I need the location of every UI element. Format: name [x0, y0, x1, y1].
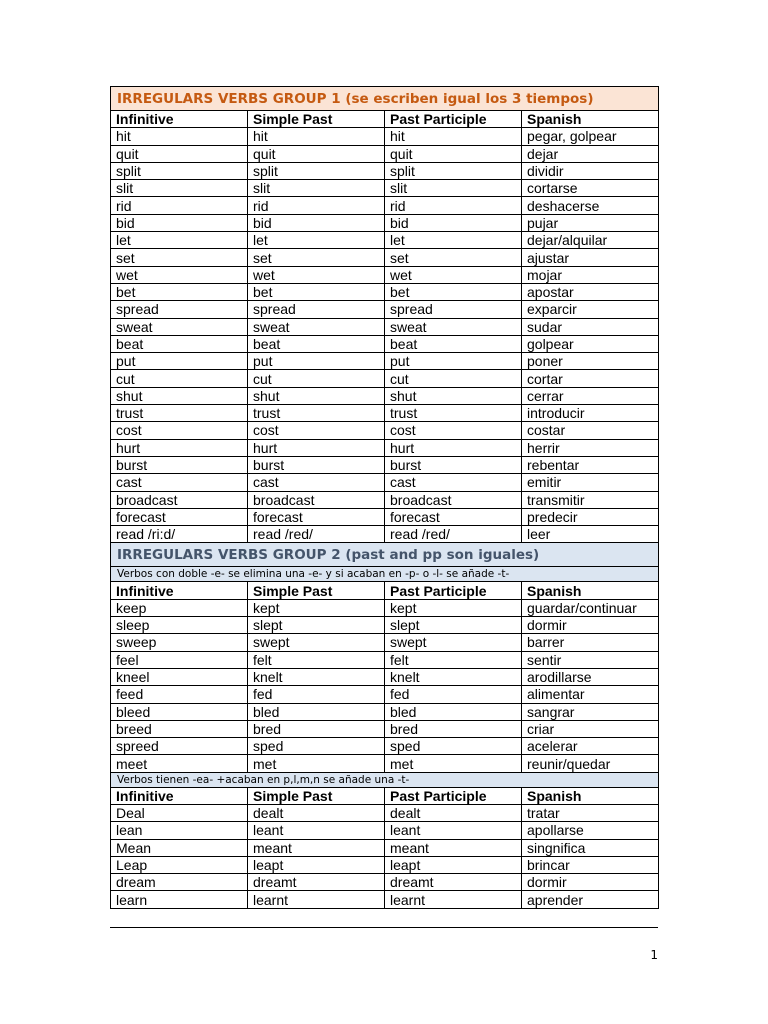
simple-past-cell: split: [248, 162, 385, 179]
infinitive-cell: learn: [111, 891, 248, 908]
past-participle-cell: let: [385, 232, 522, 249]
table-row: [111, 283, 659, 300]
infinitive-cell: bid: [111, 214, 248, 231]
simple-past-cell: learnt: [248, 891, 385, 908]
spanish-cell: apollarse: [522, 822, 659, 839]
spanish-cell: predecir: [522, 508, 659, 525]
infinitive-cell: sweep: [111, 634, 248, 651]
spanish-cell: pegar, golpear: [522, 128, 659, 145]
spanish-cell: leer: [522, 526, 659, 543]
spanish-cell: cerrar: [522, 387, 659, 404]
spanish-cell: alimentar: [522, 686, 659, 703]
table-row: [111, 318, 659, 335]
table-row: [111, 526, 659, 543]
simple-past-cell: beat: [248, 335, 385, 352]
simple-past-cell: dreamt: [248, 874, 385, 891]
infinitive-cell: Mean: [111, 839, 248, 856]
infinitive-cell: kneel: [111, 668, 248, 685]
infinitive-cell: feed: [111, 686, 248, 703]
past-participle-cell: hurt: [385, 439, 522, 456]
table-row: [111, 839, 659, 856]
table-row: [111, 891, 659, 908]
table-header-row: [111, 787, 659, 804]
past-participle-cell: hit: [385, 128, 522, 145]
table-row: [111, 197, 659, 214]
table-row: [111, 145, 659, 162]
spanish-cell: cortar: [522, 370, 659, 387]
table-row: [111, 634, 659, 651]
spanish-cell: dejar/alquilar: [522, 232, 659, 249]
spanish-cell: sudar: [522, 318, 659, 335]
infinitive-cell: hurt: [111, 439, 248, 456]
table-row: [111, 804, 659, 821]
spanish-cell: tratar: [522, 804, 659, 821]
table-row: [111, 439, 659, 456]
spanish-cell: guardar/continuar: [522, 599, 659, 616]
table-row: [111, 738, 659, 755]
column-header-past-participle: Past Participle: [385, 787, 522, 804]
infinitive-cell: shut: [111, 387, 248, 404]
past-participle-cell: bled: [385, 703, 522, 720]
past-participle-cell: trust: [385, 405, 522, 422]
simple-past-cell: hurt: [248, 439, 385, 456]
spanish-cell: brincar: [522, 856, 659, 873]
past-participle-cell: meant: [385, 839, 522, 856]
infinitive-cell: breed: [111, 720, 248, 737]
past-participle-cell: kept: [385, 599, 522, 616]
simple-past-cell: slit: [248, 180, 385, 197]
simple-past-cell: forecast: [248, 508, 385, 525]
past-participle-cell: bred: [385, 720, 522, 737]
simple-past-cell: spread: [248, 301, 385, 318]
past-participle-cell: split: [385, 162, 522, 179]
simple-past-cell: burst: [248, 456, 385, 473]
simple-past-cell: shut: [248, 387, 385, 404]
past-participle-cell: rid: [385, 197, 522, 214]
infinitive-cell: slit: [111, 180, 248, 197]
past-participle-cell: cast: [385, 474, 522, 491]
spanish-cell: dormir: [522, 874, 659, 891]
spanish-cell: apostar: [522, 283, 659, 300]
simple-past-cell: fed: [248, 686, 385, 703]
infinitive-cell: quit: [111, 145, 248, 162]
column-header-simple-past: Simple Past: [248, 787, 385, 804]
past-participle-cell: quit: [385, 145, 522, 162]
table-row: [111, 422, 659, 439]
simple-past-cell: slept: [248, 617, 385, 634]
past-participle-cell: dreamt: [385, 874, 522, 891]
spanish-cell: golpear: [522, 335, 659, 352]
past-participle-cell: wet: [385, 266, 522, 283]
table-row: [111, 232, 659, 249]
past-participle-cell: spread: [385, 301, 522, 318]
column-header-spanish: Spanish: [522, 582, 659, 599]
past-participle-cell: sped: [385, 738, 522, 755]
simple-past-cell: bled: [248, 703, 385, 720]
infinitive-cell: Leap: [111, 856, 248, 873]
spanish-cell: arodillarse: [522, 668, 659, 685]
footer-divider: [110, 927, 658, 928]
infinitive-cell: set: [111, 249, 248, 266]
table-header-row: [111, 111, 659, 128]
past-participle-cell: cost: [385, 422, 522, 439]
past-participle-cell: slept: [385, 617, 522, 634]
infinitive-cell: sleep: [111, 617, 248, 634]
table-row: [111, 617, 659, 634]
table-row: [111, 128, 659, 145]
past-participle-cell: put: [385, 353, 522, 370]
simple-past-cell: bet: [248, 283, 385, 300]
table-row: [111, 703, 659, 720]
spanish-cell: poner: [522, 353, 659, 370]
table-row: [111, 214, 659, 231]
simple-past-cell: read /red/: [248, 526, 385, 543]
infinitive-cell: beat: [111, 335, 248, 352]
infinitive-cell: spreed: [111, 738, 248, 755]
spanish-cell: dividir: [522, 162, 659, 179]
past-participle-cell: met: [385, 755, 522, 772]
table-row: [111, 405, 659, 422]
infinitive-cell: let: [111, 232, 248, 249]
table-header-row: [111, 582, 659, 599]
simple-past-cell: bid: [248, 214, 385, 231]
simple-past-cell: wet: [248, 266, 385, 283]
group-2-note-row: [111, 567, 659, 582]
spanish-cell: ajustar: [522, 249, 659, 266]
past-participle-cell: bet: [385, 283, 522, 300]
table-row: [111, 249, 659, 266]
infinitive-cell: cost: [111, 422, 248, 439]
table-row: [111, 266, 659, 283]
table-row: [111, 822, 659, 839]
page-number: 1: [650, 948, 658, 962]
infinitive-cell: broadcast: [111, 491, 248, 508]
infinitive-cell: split: [111, 162, 248, 179]
spanish-cell: deshacerse: [522, 197, 659, 214]
table-row: [111, 474, 659, 491]
column-header-spanish: Spanish: [522, 111, 659, 128]
table-row: [111, 301, 659, 318]
past-participle-cell: dealt: [385, 804, 522, 821]
past-participle-cell: felt: [385, 651, 522, 668]
simple-past-cell: broadcast: [248, 491, 385, 508]
simple-past-cell: met: [248, 755, 385, 772]
table-row: [111, 180, 659, 197]
past-participle-cell: burst: [385, 456, 522, 473]
infinitive-cell: Deal: [111, 804, 248, 821]
spanish-cell: exparcir: [522, 301, 659, 318]
simple-past-cell: leapt: [248, 856, 385, 873]
table-row: [111, 162, 659, 179]
infinitive-cell: feel: [111, 651, 248, 668]
past-participle-cell: slit: [385, 180, 522, 197]
table-row: [111, 755, 659, 772]
spanish-cell: pujar: [522, 214, 659, 231]
simple-past-cell: rid: [248, 197, 385, 214]
infinitive-cell: forecast: [111, 508, 248, 525]
infinitive-cell: cast: [111, 474, 248, 491]
table-row: [111, 686, 659, 703]
table-row: [111, 651, 659, 668]
table-row: [111, 508, 659, 525]
simple-past-cell: cost: [248, 422, 385, 439]
infinitive-cell: burst: [111, 456, 248, 473]
infinitive-cell: sweat: [111, 318, 248, 335]
past-participle-cell: shut: [385, 387, 522, 404]
simple-past-cell: swept: [248, 634, 385, 651]
past-participle-cell: knelt: [385, 668, 522, 685]
spanish-cell: cortarse: [522, 180, 659, 197]
spanish-cell: dejar: [522, 145, 659, 162]
simple-past-cell: cut: [248, 370, 385, 387]
past-participle-cell: bid: [385, 214, 522, 231]
simple-past-cell: hit: [248, 128, 385, 145]
table-row: [111, 456, 659, 473]
table-row: [111, 874, 659, 891]
spanish-cell: criar: [522, 720, 659, 737]
past-participle-cell: learnt: [385, 891, 522, 908]
column-header-simple-past: Simple Past: [248, 111, 385, 128]
spanish-cell: introducir: [522, 405, 659, 422]
past-participle-cell: read /red/: [385, 526, 522, 543]
spanish-cell: dormir: [522, 617, 659, 634]
spanish-cell: costar: [522, 422, 659, 439]
simple-past-cell: put: [248, 353, 385, 370]
column-header-infinitive: Infinitive: [111, 111, 248, 128]
past-participle-cell: forecast: [385, 508, 522, 525]
table-row: [111, 491, 659, 508]
group-1-title: IRREGULARS VERBS GROUP 1 (se escriben igual los 3 tiempos): [111, 87, 659, 111]
infinitive-cell: rid: [111, 197, 248, 214]
infinitive-cell: bleed: [111, 703, 248, 720]
table-row: [111, 353, 659, 370]
past-participle-cell: cut: [385, 370, 522, 387]
past-participle-cell: beat: [385, 335, 522, 352]
table-row: [111, 720, 659, 737]
simple-past-cell: quit: [248, 145, 385, 162]
simple-past-cell: set: [248, 249, 385, 266]
group-2-note-row: [111, 772, 659, 787]
group-2-title: IRREGULARS VERBS GROUP 2 (past and pp son iguales): [111, 543, 659, 567]
simple-past-cell: let: [248, 232, 385, 249]
past-participle-cell: swept: [385, 634, 522, 651]
infinitive-cell: hit: [111, 128, 248, 145]
simple-past-cell: bred: [248, 720, 385, 737]
infinitive-cell: spread: [111, 301, 248, 318]
table-row: [111, 668, 659, 685]
infinitive-cell: dream: [111, 874, 248, 891]
simple-past-cell: leant: [248, 822, 385, 839]
simple-past-cell: felt: [248, 651, 385, 668]
column-header-infinitive: Infinitive: [111, 582, 248, 599]
infinitive-cell: cut: [111, 370, 248, 387]
group-2-rule-note: Verbos con doble -e- se elimina una -e- y si acaban en -p- o -l- se añade -t-: [111, 567, 659, 582]
spanish-cell: rebentar: [522, 456, 659, 473]
table-row: [111, 370, 659, 387]
column-header-infinitive: Infinitive: [111, 787, 248, 804]
past-participle-cell: leapt: [385, 856, 522, 873]
past-participle-cell: leant: [385, 822, 522, 839]
simple-past-cell: sweat: [248, 318, 385, 335]
spanish-cell: singnifica: [522, 839, 659, 856]
document-page: [110, 86, 658, 909]
simple-past-cell: kept: [248, 599, 385, 616]
simple-past-cell: meant: [248, 839, 385, 856]
infinitive-cell: trust: [111, 405, 248, 422]
table-row: [111, 335, 659, 352]
column-header-simple-past: Simple Past: [248, 582, 385, 599]
past-participle-cell: set: [385, 249, 522, 266]
past-participle-cell: broadcast: [385, 491, 522, 508]
column-header-spanish: Spanish: [522, 787, 659, 804]
spanish-cell: sangrar: [522, 703, 659, 720]
table-body: [111, 87, 659, 909]
infinitive-cell: wet: [111, 266, 248, 283]
spanish-cell: reunir/quedar: [522, 755, 659, 772]
simple-past-cell: sped: [248, 738, 385, 755]
spanish-cell: aprender: [522, 891, 659, 908]
infinitive-cell: read /ri:d/: [111, 526, 248, 543]
group-1-title-row: [111, 87, 659, 111]
spanish-cell: emitir: [522, 474, 659, 491]
table-row: [111, 856, 659, 873]
table-row: [111, 387, 659, 404]
spanish-cell: barrer: [522, 634, 659, 651]
past-participle-cell: sweat: [385, 318, 522, 335]
simple-past-cell: trust: [248, 405, 385, 422]
infinitive-cell: keep: [111, 599, 248, 616]
simple-past-cell: knelt: [248, 668, 385, 685]
infinitive-cell: lean: [111, 822, 248, 839]
table-row: [111, 599, 659, 616]
infinitive-cell: meet: [111, 755, 248, 772]
infinitive-cell: bet: [111, 283, 248, 300]
simple-past-cell: dealt: [248, 804, 385, 821]
past-participle-cell: fed: [385, 686, 522, 703]
spanish-cell: acelerar: [522, 738, 659, 755]
spanish-cell: mojar: [522, 266, 659, 283]
spanish-cell: sentir: [522, 651, 659, 668]
spanish-cell: herrir: [522, 439, 659, 456]
irregular-verbs-table: [110, 86, 659, 909]
group-2-rule-note: Verbos tienen -ea- +acaban en p,l,m,n se añade una -t-: [111, 772, 659, 787]
spanish-cell: transmitir: [522, 491, 659, 508]
infinitive-cell: put: [111, 353, 248, 370]
group-2-title-row: [111, 543, 659, 567]
column-header-past-participle: Past Participle: [385, 582, 522, 599]
column-header-past-participle: Past Participle: [385, 111, 522, 128]
simple-past-cell: cast: [248, 474, 385, 491]
